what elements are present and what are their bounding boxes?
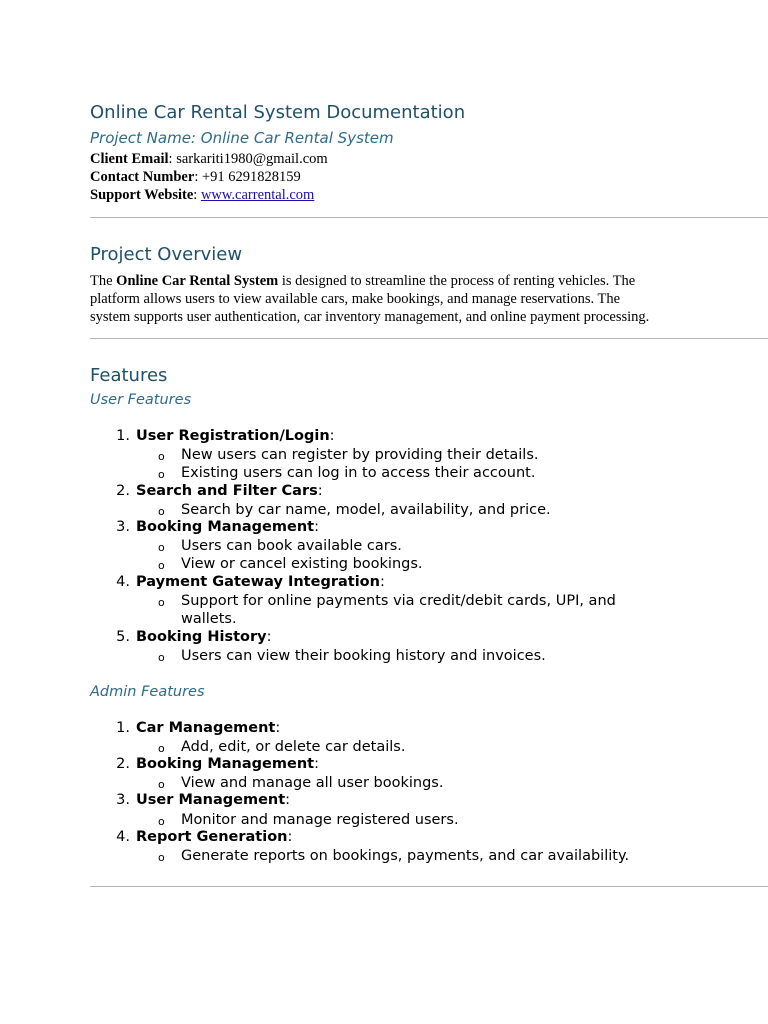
item-colon: : xyxy=(314,519,319,535)
user-features-heading: User Features xyxy=(90,392,192,408)
sub-list-item: Existing users can log in to access their account. xyxy=(181,465,536,481)
client-email-label: Client Email xyxy=(90,151,169,167)
sub-list-item: View or cancel existing bookings. xyxy=(181,556,423,572)
sub-list-item: View and manage all user bookings. xyxy=(181,775,444,791)
item-title-bold: Search and Filter Cars xyxy=(136,483,318,499)
item-title-bold: Booking Management xyxy=(136,756,315,772)
client-email-line xyxy=(90,151,328,168)
item-title-bold: Report Generation xyxy=(136,829,288,845)
item-colon: : xyxy=(287,829,293,845)
sub-bullet: o xyxy=(158,815,165,828)
overview-text-bold: Online Car Rental System xyxy=(116,273,279,289)
list-number: 4. xyxy=(116,829,130,845)
support-website-sep: : xyxy=(193,187,201,203)
divider xyxy=(90,338,768,339)
list-item-title xyxy=(136,792,290,808)
list-item-title xyxy=(136,629,271,645)
list-item-title xyxy=(136,483,323,499)
sub-bullet: o xyxy=(158,851,165,864)
contact-number-value: : +91 6291828159 xyxy=(194,169,301,185)
list-number: 2. xyxy=(116,483,130,499)
list-number: 2. xyxy=(116,756,130,772)
overview-text-l1: is designed to streamline the process of renting vehicles. The xyxy=(278,273,636,289)
sub-bullet: o xyxy=(158,596,165,609)
item-colon: : xyxy=(275,720,281,736)
item-colon: : xyxy=(379,574,385,590)
client-email-value: : sarkariti1980@gmail.com xyxy=(168,151,328,167)
list-number: 3. xyxy=(116,792,130,808)
sub-list-item: Users can view their booking history and invoices. xyxy=(181,648,546,664)
sub-list-item: Add, edit, or delete car details. xyxy=(181,739,406,755)
item-title-bold: User Registration/Login xyxy=(136,428,330,444)
item-title-bold: User Management xyxy=(136,792,286,808)
list-item-title xyxy=(136,574,385,590)
sub-bullet: o xyxy=(158,651,165,664)
list-item-title xyxy=(136,720,280,736)
list-number: 3. xyxy=(116,519,130,535)
overview-heading: Project Overview xyxy=(90,244,243,265)
sub-bullet: o xyxy=(158,468,165,481)
list-number: 5. xyxy=(116,629,130,645)
contact-number-label: Contact Number xyxy=(90,169,195,185)
divider xyxy=(90,217,768,218)
sub-list-item: Users can book available cars. xyxy=(181,538,402,554)
item-colon: : xyxy=(266,629,272,645)
sub-bullet: o xyxy=(158,541,165,554)
item-colon: : xyxy=(329,428,335,444)
item-title-bold: Car Management xyxy=(136,720,276,736)
contact-number-line xyxy=(90,169,301,186)
list-item-title xyxy=(136,829,292,845)
sub-bullet: o xyxy=(158,450,165,463)
sub-bullet: o xyxy=(158,559,165,572)
support-website-link[interactable]: www.carrental.com xyxy=(200,187,315,203)
item-title-bold: Booking Management xyxy=(136,519,315,535)
sub-bullet: o xyxy=(158,505,165,518)
sub-list-item: New users can register by providing their details. xyxy=(181,447,539,463)
sub-bullet: o xyxy=(158,778,165,791)
sub-list-item-continuation: wallets. xyxy=(181,611,237,627)
admin-features-heading: Admin Features xyxy=(90,684,205,700)
item-colon: : xyxy=(285,792,291,808)
overview-paragraph xyxy=(90,272,690,326)
document-title: Online Car Rental System Documentation xyxy=(90,102,466,123)
list-number: 1. xyxy=(116,720,130,736)
support-website-line xyxy=(90,187,314,204)
project-name: Project Name: Online Car Rental System xyxy=(90,129,394,147)
sub-list-item: Monitor and manage registered users. xyxy=(181,812,459,828)
list-item-title xyxy=(136,428,335,444)
support-website-label: Support Website xyxy=(90,187,194,203)
item-colon: : xyxy=(314,756,319,772)
overview-text-l3: system supports user authentication, car inventory management, and online payment processing. xyxy=(90,309,650,325)
item-title-bold: Booking History xyxy=(136,629,267,645)
overview-text-l2: platform allows users to view available cars, make bookings, and manage reservations. The xyxy=(90,291,621,307)
divider xyxy=(90,886,768,887)
overview-text-pre: The xyxy=(90,273,117,289)
sub-list-item: Generate reports on bookings, payments, and car availability. xyxy=(181,848,630,864)
sub-list-item: Support for online payments via credit/debit cards, UPI, and xyxy=(181,593,616,609)
features-heading: Features xyxy=(90,365,168,386)
item-title-bold: Payment Gateway Integration xyxy=(136,574,380,590)
item-colon: : xyxy=(317,483,323,499)
list-item-title xyxy=(136,756,319,772)
sub-list-item: Search by car name, model, availability, and price. xyxy=(181,502,551,518)
sub-bullet: o xyxy=(158,742,165,755)
list-number: 4. xyxy=(116,574,130,590)
list-number: 1. xyxy=(116,428,130,444)
list-item-title xyxy=(136,519,319,535)
